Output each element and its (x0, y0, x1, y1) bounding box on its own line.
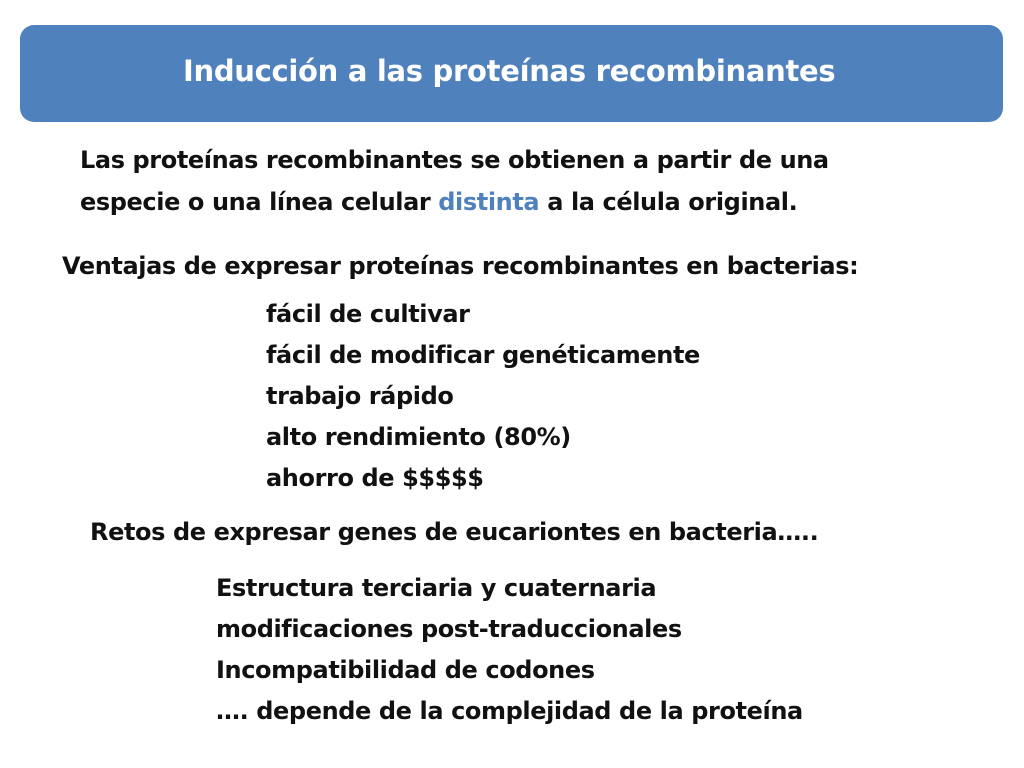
intro-line-1: Las proteínas recombinantes se obtienen a partir de una (80, 146, 829, 174)
title-bar (20, 25, 1003, 122)
intro-line-2-start: especie o una línea celular (80, 188, 439, 216)
advantage-item: ahorro de $$$$$ (266, 464, 484, 492)
slide-title: Inducción a las proteínas recombinantes (183, 54, 836, 88)
advantage-item: alto rendimiento (80%) (266, 423, 571, 451)
challenge-item: Estructura terciaria y cuaternaria (216, 574, 657, 602)
highlight-word: distinta (438, 188, 540, 216)
challenges-heading: Retos de expresar genes de eucariontes en bacteria….. (90, 518, 819, 546)
challenge-item: Incompatibilidad de codones (216, 656, 595, 684)
intro-line-2 (80, 188, 797, 216)
intro-line-2-end: a la célula original. (539, 188, 798, 216)
challenge-item: …. depende de la complejidad de la proteína (216, 697, 803, 725)
advantage-item: fácil de cultivar (266, 300, 470, 328)
challenge-item: modificaciones post-traduccionales (216, 615, 682, 643)
advantage-item: fácil de modificar genéticamente (266, 341, 700, 369)
advantages-heading: Ventajas de expresar proteínas recombinantes en bacterias: (62, 252, 859, 280)
advantage-item: trabajo rápido (266, 382, 454, 410)
